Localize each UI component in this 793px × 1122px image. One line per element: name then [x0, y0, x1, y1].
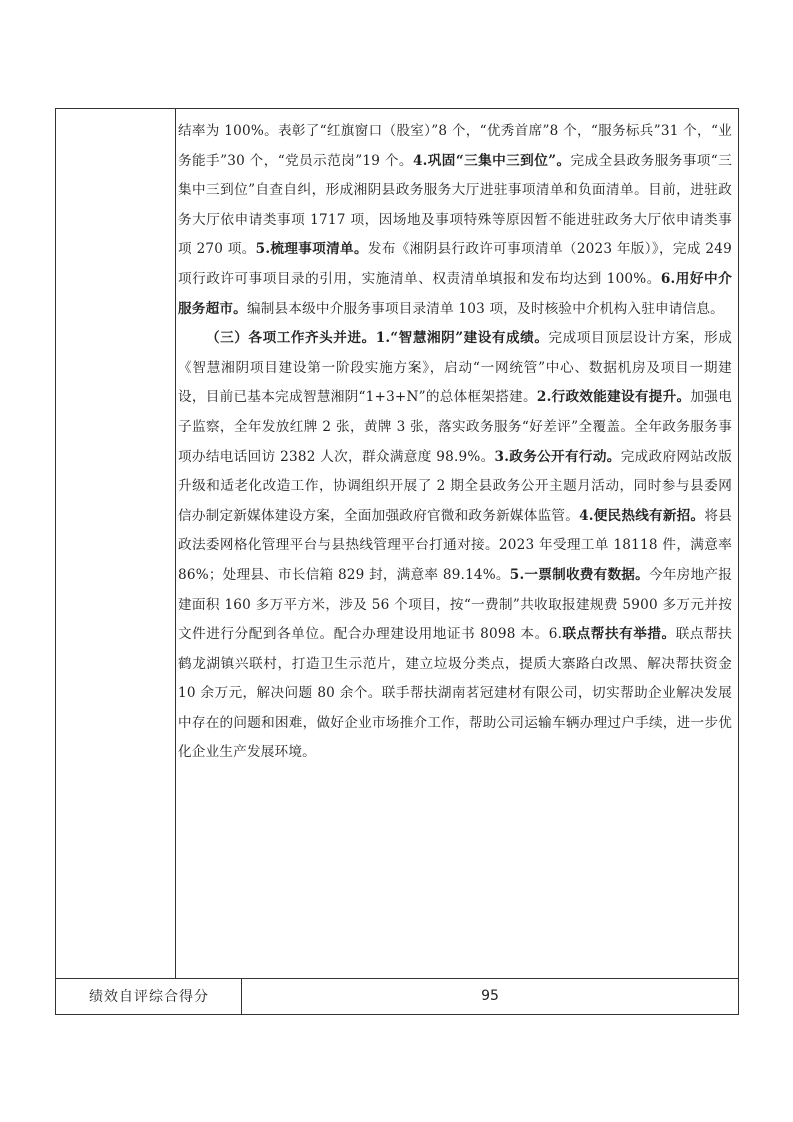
bold-heading: 4.便民热线有新招。 [579, 507, 705, 524]
text-run: 加强电子监察，全年发放红牌 2 张，黄牌 3 张，落实政务服务“好差评”全覆盖。全年政务服务事项办结电话回访 2382 人次，群众满意度 98.9%。 [178, 389, 732, 465]
text-run: 完成项目顶层设计方案，形成《智慧湘阴项目建设第一阶段实施方案》，启动“一网统管”中心、数据机房及项目一期建设，目前已基本完成智慧湘阴“1+3+N”的总体框架搭建。 [178, 330, 732, 406]
text-run: 编制县本级中介服务事项目录清单 103 项，及时核验中介机构入驻申请信息。 [246, 300, 724, 317]
text-run: 发布《湘阴县行政许可事项清单（2023 年版）》，完成 249 项行政许可事项目录的引用，实施清单、权责清单填报和发布均达到 100%。 [178, 241, 732, 287]
bold-heading: 5.一票制收费有数据。 [509, 566, 649, 583]
text-run: 联点帮扶鹤龙湖镇兴联村，打造卫生示范片，建立垃圾分类点，提质大寨路白改黑、解决帮扶资金 10 余万元，解决问题 80 余个。联手帮扶湖南茗冠建材有限公司，切实帮助企业解决发展中存在的问题和困难，做好企业市场推介工作，帮助公司运输车辆办理过户手续，进一步优化企业生产发展环境。 [178, 626, 732, 761]
text-run: 完成政府网站改版升级和适老化改造工作，协调组织开展了 2 期全县政务公开主题月活动，同时参与县委网信办制定新媒体建设方案，全面加强政府官微和政务新媒体监管。 [178, 448, 732, 524]
bold-heading: （三）各项工作齐头并进。 [206, 330, 376, 347]
bold-heading: 6.用好中介服务超市。 [178, 270, 732, 317]
bold-heading: 2.行政效能建设有提升。 [536, 389, 691, 406]
score-value: 95 [481, 988, 499, 1004]
text-run: 将县政法委网格化管理平台与县热线管理平台打通对接。2023 年受理工单 18118 件，满意率 86%；处理县、市长信箱 829 封，满意率 89.14%。 [178, 507, 732, 583]
bold-heading: 5.梳理事项清单。 [255, 241, 368, 258]
bold-heading: 联点帮扶有举措。 [562, 626, 676, 643]
paragraph-2 [178, 324, 732, 768]
text-run: 结率为 100%。表彰了“红旗窗口（股室）”8 个，“优秀首席”8 个，“服务标兵”31 个，“业务能手”30 个，“党员示范岗”19 个。 [178, 123, 732, 169]
document-body [178, 117, 732, 768]
bold-heading: 4.巩固“三集中三到位”。 [412, 152, 571, 169]
score-label: 绩效自评综合得分 [89, 989, 209, 1005]
text-run: 今年房地产报建面积 160 多万平方米，涉及 56 个项目，按“一费制”共收取报建规费 5900 多万元并按文件进行分配到各单位。配合办理建设用地证书 8098 本。6. [178, 566, 733, 643]
bold-heading: 1.“智慧湘阴”建设有成绩。 [375, 330, 549, 347]
paragraph-1 [178, 117, 732, 324]
bold-heading: 3.政务公开有行动。 [494, 448, 621, 465]
text-run: 完成全县政务服务事项“三集中三到位”自查自纠，形成湘阴县政务服务大厅进驻事项清单和负面清单。目前，进驻政务大厅依申请类事项 1717 项，因场地及事项特殊等原因暂不能进驻政务大厅依申请类事项 270 项。 [178, 152, 732, 258]
column-divider [175, 108, 176, 978]
